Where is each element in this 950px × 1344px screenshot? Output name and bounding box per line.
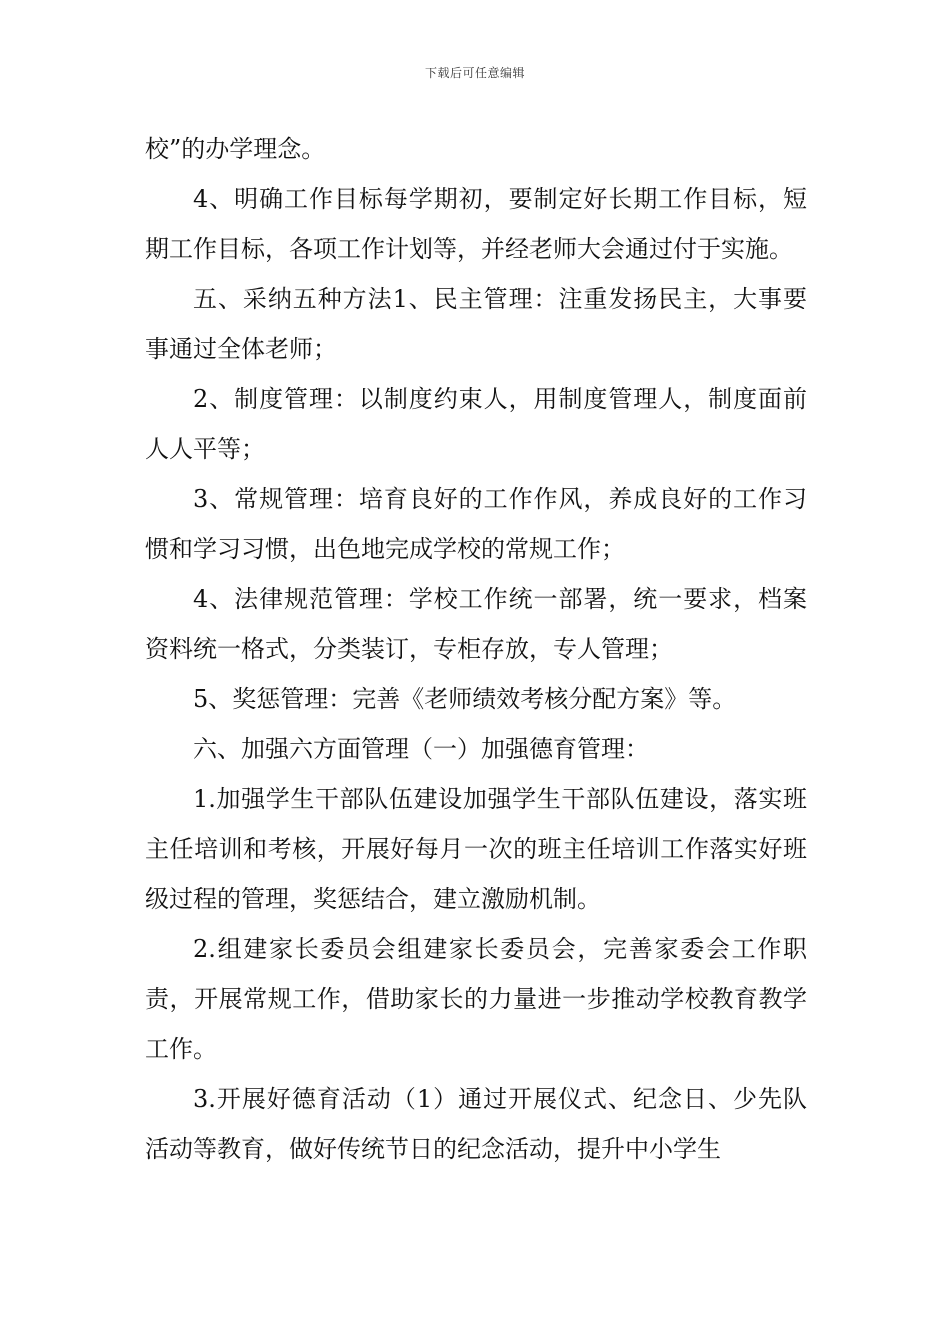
paragraph: 2、制度管理：以制度约束人，用制度管理人，制度面前人人平等； xyxy=(145,385,807,463)
paragraph: 1.加强学生干部队伍建设加强学生干部队伍建设，落实班主任培训和考核，开展好每月一次的班主任培训工作落实好班级过程的管理，奖惩结合，建立激励机制。 xyxy=(145,785,807,913)
paragraph: 3.开展好德育活动（1）通过开展仪式、纪念日、少先队活动等教育，做好传统节日的纪念活动，提升中小学生 xyxy=(145,1085,807,1163)
paragraph: 校”的办学理念。 xyxy=(145,135,326,163)
page-header: 下载后可任意编辑 xyxy=(424,66,525,80)
paragraph: 3、常规管理：培育良好的工作作风，养成良好的工作习惯和学习习惯，出色地完成学校的常规工作； xyxy=(145,485,807,563)
paragraph: 五、采纳五种方法1、民主管理：注重发扬民主，大事要事通过全体老师； xyxy=(145,285,807,363)
document-body xyxy=(145,124,807,1174)
paragraph: 4、明确工作目标每学期初，要制定好长期工作目标，短期工作目标，各项工作计划等，并经老师大会通过付于实施。 xyxy=(145,185,807,263)
paragraph: 4、法律规范管理：学校工作统一部署，统一要求，档案资料统一格式，分类装订，专柜存放，专人管理； xyxy=(145,585,807,663)
paragraph: 5、奖惩管理：完善《老师绩效考核分配方案》等。 xyxy=(193,685,737,713)
paragraph: 六、加强六方面管理（一）加强德育管理： xyxy=(193,735,649,763)
paragraph: 2.组建家长委员会组建家长委员会，完善家委会工作职责，开展常规工作，借助家长的力量进一步推动学校教育教学工作。 xyxy=(145,935,807,1063)
